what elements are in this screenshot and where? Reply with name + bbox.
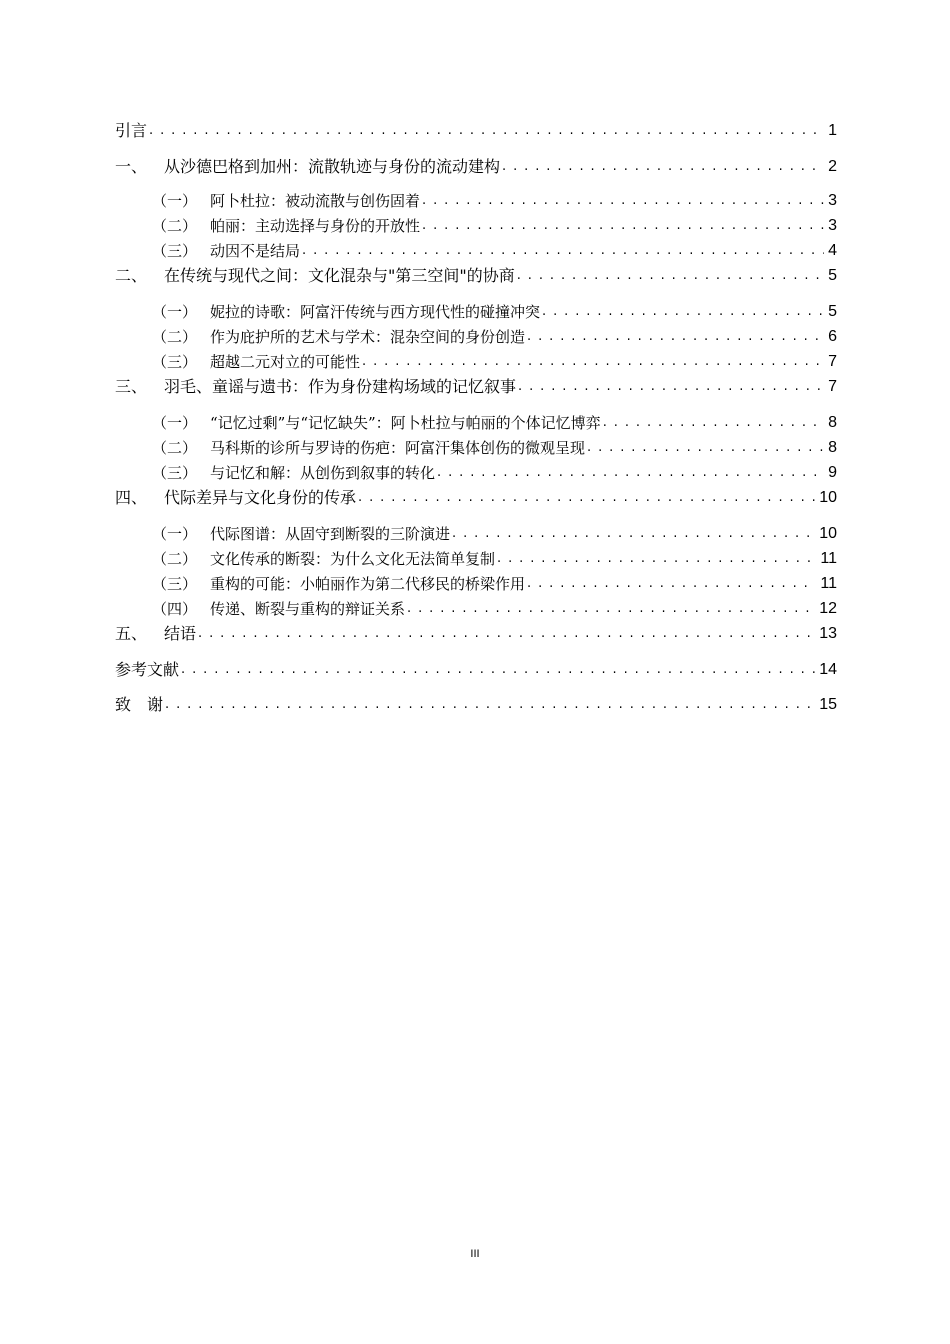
toc-entry-number: 四、 — [115, 488, 148, 507]
toc-leader-dots — [527, 327, 824, 347]
toc-entry-number: （四） — [152, 600, 198, 618]
toc-entry-number: （三） — [152, 353, 198, 371]
toc-entry-page: 15 — [819, 696, 837, 713]
toc-leader-dots — [149, 121, 824, 141]
toc-entry-title: 引言 — [115, 121, 148, 140]
toc-entry-title: 代际差异与文化身份的传承 — [164, 488, 357, 507]
toc-entry-title: 参考文献 — [115, 660, 180, 679]
toc-entry[interactable] — [115, 212, 837, 236]
toc-entry[interactable] — [115, 348, 837, 372]
toc-entry-number: （二） — [152, 328, 198, 346]
toc-entry[interactable] — [115, 570, 837, 594]
toc-entry-title: 动因不是结局 — [210, 242, 301, 260]
toc-entry[interactable] — [115, 117, 837, 141]
toc-entry-title: 阿卜杜拉：被动流散与创伤固着 — [210, 192, 421, 210]
toc-leader-dots — [422, 216, 824, 236]
toc-entry-title: 结语 — [164, 624, 197, 643]
toc-entry-page: 2 — [828, 158, 837, 175]
toc-entry[interactable] — [115, 459, 837, 483]
toc-entry-number: （三） — [152, 464, 198, 482]
toc-entry-page: 10 — [819, 489, 837, 506]
toc-entry-page: 3 — [828, 192, 837, 209]
toc-entry-number: （二） — [152, 439, 198, 457]
toc-entry-title: 文化传承的断裂：为什么文化无法简单复制 — [210, 550, 496, 568]
toc-entry[interactable] — [115, 545, 837, 569]
toc-leader-dots — [587, 438, 824, 458]
toc-entry-number: （二） — [152, 217, 198, 235]
toc-leader-dots — [542, 302, 824, 322]
toc-entry-page: 7 — [828, 353, 837, 370]
toc-entry-page: 14 — [819, 661, 837, 678]
toc-leader-dots — [302, 241, 824, 261]
toc-leader-dots — [527, 574, 816, 594]
toc-entry-page: 13 — [819, 625, 837, 642]
toc-leader-dots — [603, 413, 824, 433]
toc-entry[interactable] — [115, 298, 837, 322]
toc-entry[interactable] — [115, 691, 837, 715]
toc-entry-page: 10 — [819, 525, 837, 542]
toc-entry-page: 11 — [820, 575, 837, 592]
toc-entry-page: 8 — [828, 439, 837, 456]
toc-entry[interactable] — [115, 484, 837, 508]
toc-entry-number: 二、 — [115, 266, 148, 285]
toc-leader-dots — [407, 599, 815, 619]
toc-entry-page: 7 — [828, 378, 837, 395]
toc-entry[interactable] — [115, 187, 837, 211]
toc-entry[interactable] — [115, 620, 837, 644]
toc-entry[interactable] — [115, 409, 837, 433]
toc-leader-dots — [422, 191, 824, 211]
toc-entry-title: 从沙德巴格到加州：流散轨迹与身份的流动建构 — [164, 157, 501, 176]
toc-entry-number: （一） — [152, 414, 198, 432]
toc-entry-title: “记忆过剩”与“记忆缺失”：阿卜杜拉与帕丽的个体记忆博弈 — [210, 414, 601, 432]
toc-entry-title: 妮拉的诗歌：阿富汗传统与西方现代性的碰撞冲突 — [210, 303, 541, 321]
toc-entry-page: 8 — [828, 414, 837, 431]
toc-entry[interactable] — [115, 237, 837, 261]
toc-entry-page: 4 — [828, 242, 837, 259]
toc-entry-title: 帕丽：主动选择与身份的开放性 — [210, 217, 421, 235]
toc-entry-page: 6 — [828, 328, 837, 345]
toc-leader-dots — [437, 463, 824, 483]
toc-entry-number: 五、 — [115, 624, 148, 643]
toc-entry[interactable] — [115, 520, 837, 544]
toc-entry-title: 代际图谱：从固守到断裂的三阶演进 — [210, 525, 451, 543]
table-of-contents — [115, 0, 837, 720]
toc-entry-number: （一） — [152, 192, 198, 210]
toc-leader-dots — [452, 524, 815, 544]
toc-leader-dots — [502, 157, 824, 177]
toc-entry[interactable] — [115, 323, 837, 347]
toc-entry-title: 羽毛、童谣与遗书：作为身份建构场域的记忆叙事 — [164, 377, 517, 396]
toc-entry[interactable] — [115, 595, 837, 619]
toc-entry-page: 3 — [828, 217, 837, 234]
toc-entry-number: （三） — [152, 242, 198, 260]
toc-entry-title: 与记忆和解：从创伤到叙事的转化 — [210, 464, 436, 482]
toc-entry-page: 5 — [828, 267, 837, 284]
toc-leader-dots — [362, 352, 824, 372]
toc-entry[interactable] — [115, 656, 837, 680]
toc-entry-page: 5 — [828, 303, 837, 320]
toc-entry-number: （一） — [152, 303, 198, 321]
toc-entry-page: 9 — [828, 464, 837, 481]
toc-entry-title: 致 谢 — [115, 695, 164, 714]
toc-entry-title: 在传统与现代之间：文化混杂与"第三空间"的协商 — [164, 266, 515, 285]
toc-leader-dots — [198, 624, 815, 644]
toc-entry[interactable] — [115, 262, 837, 286]
toc-leader-dots — [358, 488, 815, 508]
toc-leader-dots — [518, 377, 824, 397]
toc-entry-title: 超越二元对立的可能性 — [210, 353, 361, 371]
page-number-footer: III — [470, 1248, 480, 1260]
toc-leader-dots — [181, 660, 815, 680]
toc-leader-dots — [517, 266, 824, 286]
toc-entry-number: 三、 — [115, 377, 148, 396]
toc-entry-page: 1 — [828, 122, 837, 139]
toc-entry-page: 12 — [819, 600, 837, 617]
toc-entry-number: （一） — [152, 525, 198, 543]
toc-entry-number: （三） — [152, 575, 198, 593]
toc-entry-title: 作为庇护所的艺术与学术：混杂空间的身份创造 — [210, 328, 526, 346]
toc-entry-title: 重构的可能：小帕丽作为第二代移民的桥梁作用 — [210, 575, 526, 593]
toc-entry-page: 11 — [820, 550, 837, 567]
toc-entry-number: （二） — [152, 550, 198, 568]
toc-leader-dots — [165, 695, 815, 715]
toc-entry-title: 马科斯的诊所与罗诗的伤疤：阿富汗集体创伤的微观呈现 — [210, 439, 586, 457]
toc-entry[interactable] — [115, 373, 837, 397]
toc-leader-dots — [497, 549, 816, 569]
toc-entry-title: 传递、断裂与重构的辩证关系 — [210, 600, 406, 618]
toc-entry-number: 一、 — [115, 157, 148, 176]
toc-entry[interactable] — [115, 153, 837, 177]
toc-entry[interactable] — [115, 434, 837, 458]
